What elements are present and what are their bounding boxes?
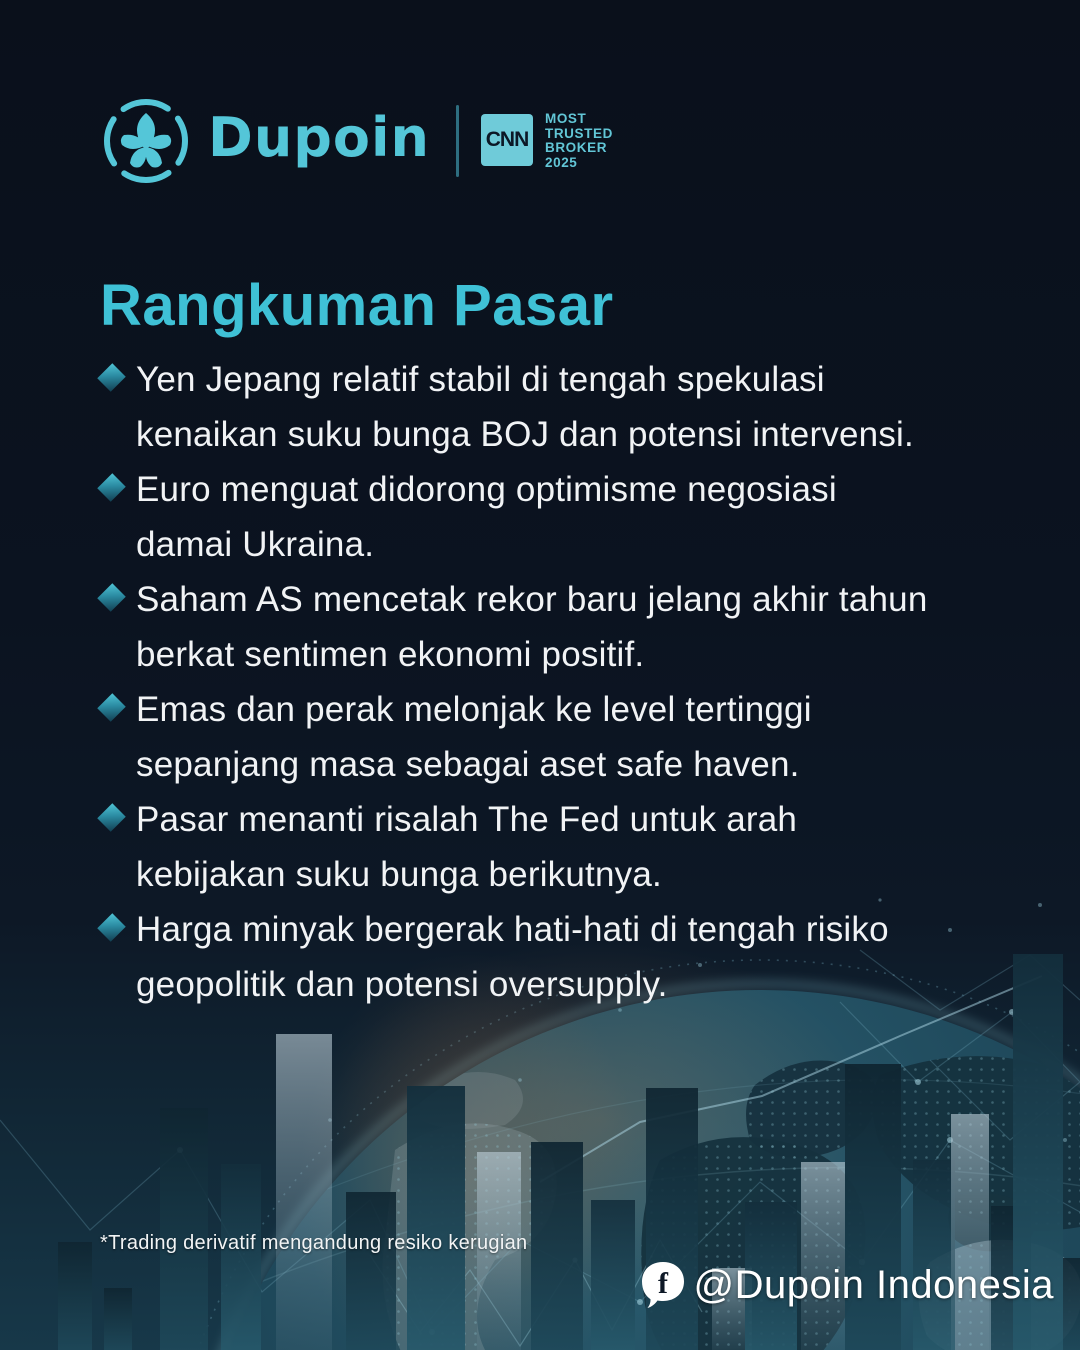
social-handle: @Dupoin Indonesia	[693, 1262, 1054, 1307]
disclaimer-text: *Trading derivatif mengandung resiko kerugian	[100, 1232, 528, 1254]
bullet-text: Yen Jepang relatif stabil di tengah spekulasi	[136, 360, 825, 399]
facebook-icon	[642, 1262, 684, 1308]
bullet-text: damai Ukraina.	[136, 525, 375, 564]
bullet-text: berkat sentimen ekonomi positif.	[136, 635, 645, 674]
cnn-award-badge	[481, 112, 613, 170]
bullet-text: geopolitik dan potensi oversupply.	[136, 965, 668, 1004]
bullet-text: kenaikan suku bunga BOJ dan potensi intervensi.	[136, 415, 914, 454]
brand-bar	[100, 95, 613, 187]
bullet-text: Harga minyak bergerak hati-hati di tengah risiko	[136, 910, 889, 949]
cnn-award-text	[545, 112, 613, 170]
list-item	[100, 682, 1030, 792]
bullet-text: Euro menguat didorong optimisme negosiasi	[136, 470, 837, 509]
list-item	[100, 792, 1030, 902]
bullet-text: sepanjang masa sebagai aset safe haven.	[136, 745, 800, 784]
diamond-bullet-icon	[97, 693, 125, 721]
page-title: Rangkuman Pasar	[100, 273, 614, 338]
diamond-bullet-icon	[97, 583, 125, 611]
list-item	[100, 572, 1030, 682]
brand-wordmark: Dupoin	[208, 106, 430, 169]
svg-text:f: f	[657, 1267, 668, 1300]
list-item	[100, 902, 1030, 1012]
diamond-bullet-icon	[97, 363, 125, 391]
bullet-text: Emas dan perak melonjak ke level tertinggi	[136, 690, 812, 729]
award-line: MOST	[544, 111, 587, 126]
list-item	[100, 462, 1030, 572]
list-item	[100, 352, 1030, 462]
diamond-bullet-icon	[97, 913, 125, 941]
diamond-bullet-icon	[97, 473, 125, 501]
award-line: 2025	[544, 154, 578, 170]
cnn-logo: CNN	[481, 114, 533, 166]
bullet-text: Pasar menanti risalah The Fed untuk arah	[136, 800, 798, 839]
social-badge	[642, 1262, 1054, 1308]
brand-divider	[456, 105, 459, 177]
award-line: TRUSTED	[544, 125, 613, 141]
diamond-bullet-icon	[97, 803, 125, 831]
bullet-text: Saham AS mencetak rekor baru jelang akhir tahun	[136, 580, 928, 619]
market-summary-list	[100, 352, 1030, 1012]
bullet-text: kebijakan suku bunga berikutnya.	[136, 855, 662, 894]
dupoin-flower-icon	[100, 95, 192, 187]
award-line: BROKER	[544, 140, 608, 155]
